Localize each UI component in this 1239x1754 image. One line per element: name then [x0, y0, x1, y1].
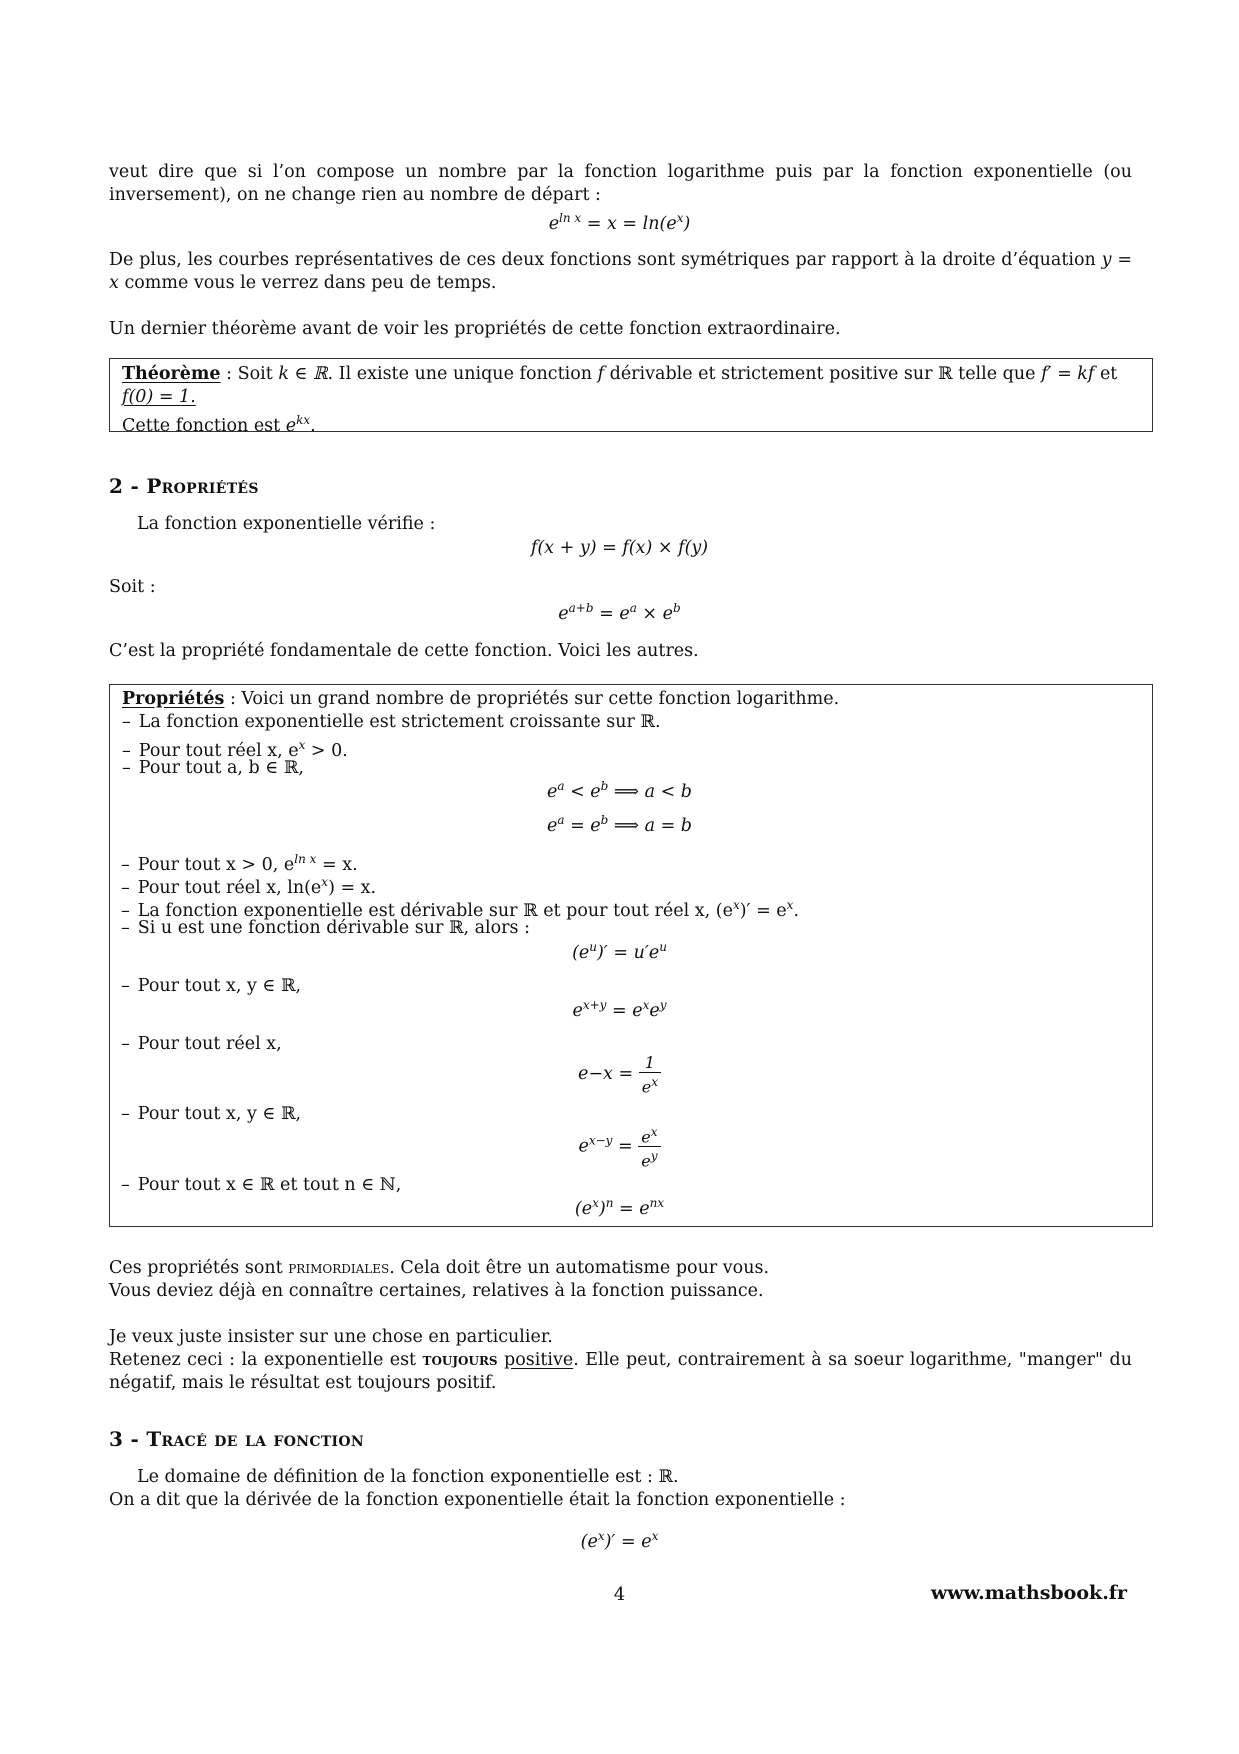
- property-item: – Pour tout a, b ∈ ℝ,: [122, 758, 304, 778]
- intro-paragraph: veut dire que si l’on compose un nombre par la fonction logarithme puis par la fonction exponentielle (ou inversement), on ne change rien au nombre de départ :: [109, 162, 1132, 205]
- transition-paragraph: Un dernier théorème avant de voir les propriétés de cette fonction extraordinaire.: [109, 319, 841, 339]
- section-2-lead: La fonction exponentielle vérifie :: [137, 514, 436, 534]
- theorem-box: Théorème : Soit k ∈ ℝ. Il existe une unique fonction f dérivable et strictement positive sur ℝ telle que f′ = kf et f(0) = 1. Cette fonction est $e^{kx}$.: [109, 358, 1153, 432]
- properties-box: Propriétés : Voici un grand nombre de propriétés sur cette fonction logarithme. – La fonction exponentielle est strictement croissante sur ℝ. – Pour tout réel x, $e^x > 0$. – Pour tout a, b ∈ ℝ,: [109, 684, 1153, 1227]
- equation-ln-exp: $e^{ln x} = x = \ln(e^x)$: [548, 211, 691, 234]
- equation-inequality: $e^a < e^b$ ⟹ a < b: [547, 779, 692, 802]
- properties-label: Propriétés: [122, 689, 225, 709]
- property-item: – La fonction exponentielle est strictement croissante sur ℝ.: [122, 712, 661, 732]
- property-item: – La fonction exponentielle est dérivable sur ℝ et pour tout réel x, $(e^x)' = e^x$.: [121, 898, 800, 921]
- symmetry-paragraph: De plus, les courbes représentatives de ces deux fonctions sont symétriques par rapport à la droite d’équation y = x comme vous le verrez dans peu de temps.: [109, 250, 1132, 293]
- derivative-paragraph: On a dit que la dérivée de la fonction exponentielle était la fonction exponentielle :: [109, 1490, 846, 1510]
- equation-sum: $e^{x+y} = e^xe^y$: [572, 998, 667, 1021]
- property-item: – Pour tout x > 0, $e^{ln x} = x$.: [121, 852, 358, 875]
- equation-inverse: e−x = $\frac{1}{e^x}$: [0, 1053, 1239, 1096]
- theorem-initial-condition: f(0) = 1.: [122, 387, 196, 407]
- equation-ea-plus-b: $e^{a+b} = e^a \times e^b$: [558, 601, 681, 624]
- theorem-label: Théorème: [122, 364, 221, 384]
- power-function-paragraph: Vous deviez déjà en connaître certaines, relatives à la fonction puissance.: [109, 1281, 764, 1301]
- primordial-paragraph: Ces propriétés sont primordiales. Cela doit être un automatisme pour vous.: [109, 1258, 770, 1278]
- equation-equality: $e^a = e^b$ ⟹ a = b: [547, 813, 692, 836]
- equation-difference: $e^{x-y}$ = $\frac{e^x}{e^y}$: [0, 1123, 1239, 1171]
- property-item: – Pour tout x, y ∈ ℝ,: [121, 1104, 302, 1124]
- equation-chain-rule: $(e^u)' = u'e^u$: [572, 940, 667, 963]
- section-2-after: C’est la propriété fondamentale de cette fonction. Voici les autres.: [109, 641, 699, 661]
- property-item: – Pour tout x, y ∈ ℝ,: [121, 976, 302, 996]
- soit-label: Soit :: [109, 577, 156, 597]
- insist-paragraph: Je veux juste insister sur une chose en particulier.: [109, 1327, 553, 1347]
- section-2-heading: 2 - Propriétés: [109, 474, 259, 498]
- theorem-conclusion: Cette fonction est $e^{kx}$.: [122, 413, 316, 436]
- equation-functional: f(x + y) = f(x) × f(y): [530, 538, 709, 558]
- property-item: – Pour tout réel x, $e^x > 0$.: [122, 738, 348, 761]
- equation-derivative: $(e^x)' = e^x$: [580, 1529, 659, 1552]
- property-item: – Pour tout x ∈ ℝ et tout n ∈ ℕ,: [121, 1175, 402, 1195]
- property-item: – Pour tout réel x,: [121, 1034, 282, 1054]
- domain-paragraph: Le domaine de définition de la fonction exponentielle est : ℝ.: [137, 1467, 679, 1487]
- positive-paragraph: Retenez ceci : la exponentielle est toujours positive. Elle peut, contrairement à sa soeur logarithme, "manger" du négatif, mais le résultat est toujours positif.: [109, 1350, 1132, 1393]
- site-link[interactable]: www.mathsbook.fr: [930, 1582, 1127, 1604]
- property-item: – Si u est une fonction dérivable sur ℝ, alors :: [121, 918, 530, 938]
- equation-power: $(e^x)^n = e^{nx}$: [574, 1196, 665, 1219]
- section-3-heading: 3 - Tracé de la fonction: [109, 1427, 364, 1451]
- page-number: 4: [613, 1584, 626, 1605]
- property-item: – Pour tout réel x, $\ln(e^x) = x$.: [121, 875, 377, 898]
